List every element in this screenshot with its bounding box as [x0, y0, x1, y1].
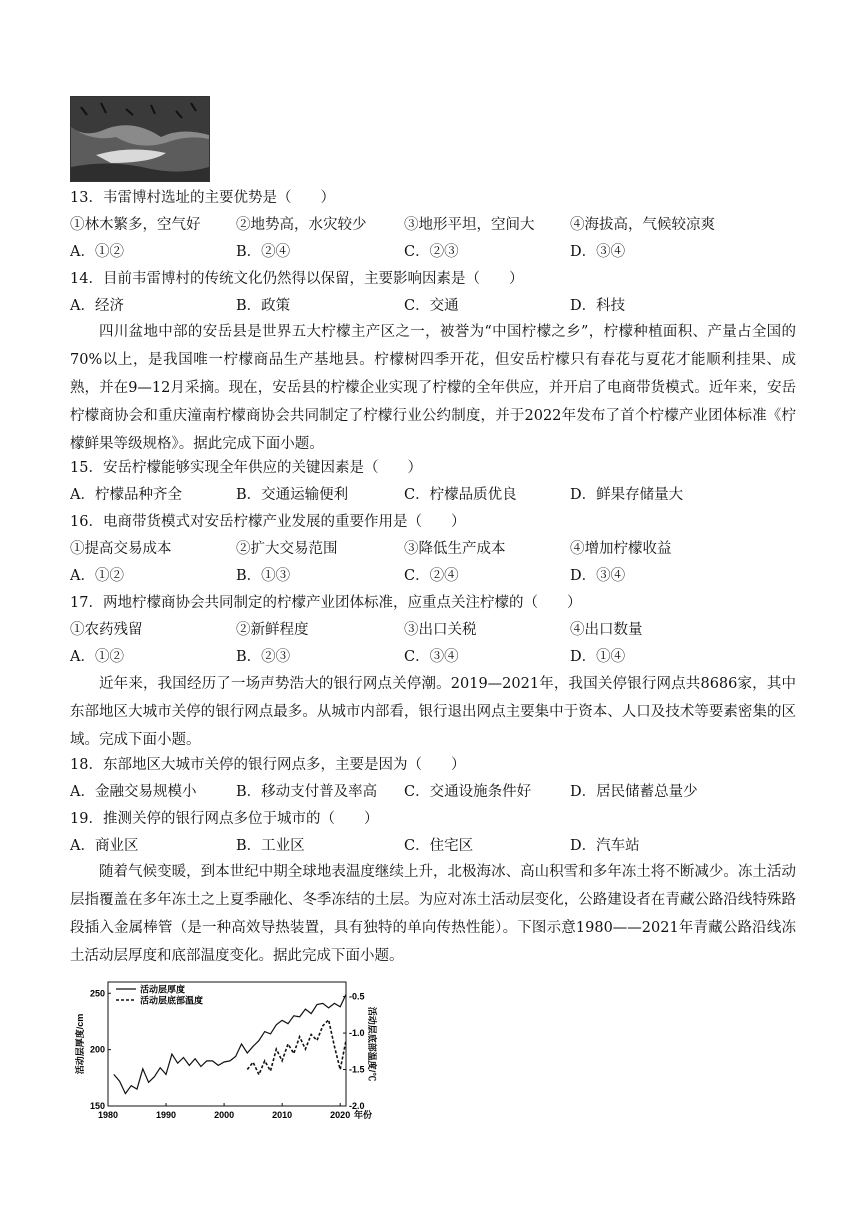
item: ②扩大交易范围: [236, 541, 338, 557]
village-photo: [70, 96, 210, 182]
legend-label-temperature: 活动层底部温度: [140, 995, 204, 1006]
y-tick-label-right: -1.0: [349, 1028, 365, 1039]
y-tick-label-left: 150: [89, 1101, 105, 1111]
y-tick-label-right: -1.5: [349, 1064, 365, 1075]
question-19-options: [70, 836, 790, 856]
question-15-options: [70, 485, 790, 505]
legend: [116, 984, 203, 1006]
question-13-stem: 13．韦雷博村选址的主要优势是（ ）: [70, 190, 335, 206]
question-14-options: [70, 296, 790, 316]
option-d: D．汽车站: [570, 838, 640, 854]
passage-permafrost: 随着气候变暖，到本世纪中期全球地表温度继续上升，北极海冰、高山积雪和多年冻土将不断减少。冻土活动层指覆盖在多年冻土之上夏季融化、冬季冻结的土层。为应对冻土活动层变化，公路建设者在青藏公路沿线特殊路段插入金属棒管（是一种高效导热装置，具有独特的单向传热性能）。下图示意1980——2021年青藏公路沿线冻土活动层厚度和底部温度变化。据此完成下面小题。: [70, 864, 796, 964]
option-b: B．交通运输便利: [236, 487, 349, 503]
option-a: A．经济: [70, 298, 124, 314]
option-d: D．科技: [570, 298, 626, 314]
option-a: A．①②: [70, 649, 124, 665]
x-tick-label: 2010: [272, 1110, 293, 1120]
option-a: A．①②: [70, 244, 124, 260]
question-16-options: [70, 566, 790, 586]
option-b: B．①③: [236, 568, 291, 584]
item: ④出口数量: [570, 622, 643, 638]
passage-lemon: 四川盆地中部的安岳县是世界五大柠檬主产区之一，被誉为“中国柠檬之乡”，柠檬种植面积、产量占全国的70%以上，是我国唯一柠檬商品生产基地县。柠檬树四季开花，但安岳柠檬只有春花与夏花才能顺利挂果、成熟，并在9—12月采摘。现在，安岳县的柠檬企业实现了柠檬的全年供应，并开启了电商带货模式。近年来，安岳柠檬商协会和重庆潼南柠檬商协会共同制定了柠檬行业公约制度，并于2022年发布了首个柠檬产业团体标准《柠檬鲜果等级规格》。据此完成下面小题。: [70, 324, 796, 452]
legend-label-thickness: 活动层厚度: [140, 984, 186, 995]
option-d: D．①④: [570, 649, 626, 665]
passage-bank: 近年来，我国经历了一场声势浩大的银行网点关停潮。2019—2021年，我国关停银行网点共8686家，其中东部地区大城市关停的银行网点最多。从城市内部看，银行退出网点主要集中于资本、人口及技术等要素密集的区域。完成下面小题。: [70, 676, 796, 748]
permafrost-chart-svg: [70, 976, 380, 1126]
question-19-stem: 19．推测关停的银行网点多位于城市的（ ）: [70, 811, 379, 827]
option-d: D．③④: [570, 568, 626, 584]
item: ③地形平坦，空间大: [404, 217, 535, 233]
option-c: C．住宅区: [404, 838, 474, 854]
item: ②地势高，水灾较少: [236, 217, 367, 233]
option-c: C．交通: [404, 298, 459, 314]
option-c: C．③④: [404, 649, 459, 665]
item: ③降低生产成本: [404, 541, 506, 557]
item: ①农药残留: [70, 622, 143, 638]
option-d: D．③④: [570, 244, 626, 260]
y-axis-label-right: 活动层底部温度/℃: [367, 1006, 377, 1082]
item: ④海拔高，气候较凉爽: [570, 217, 715, 233]
series-line-temperature: [247, 1020, 346, 1075]
option-b: B．②③: [236, 649, 291, 665]
series-line-thickness: [114, 994, 346, 1093]
permafrost-chart: [70, 976, 380, 1126]
question-15-stem: 15．安岳柠檬能够实现全年供应的关键因素是（ ）: [70, 460, 422, 476]
question-13-options: [70, 242, 790, 262]
x-tick-label: 2020: [330, 1110, 351, 1120]
y-axis-label-left: 活动层厚度/cm: [75, 1013, 85, 1075]
option-a: A．商业区: [70, 838, 139, 854]
item: ①提高交易成本: [70, 541, 172, 557]
x-axis-label: 年份: [354, 1110, 373, 1120]
item: ②新鲜程度: [236, 622, 309, 638]
question-13-items: [70, 215, 790, 235]
y-tick-label-left: 200: [89, 1044, 105, 1055]
item: ③出口关税: [404, 622, 477, 638]
item: ①林木繁多，空气好: [70, 217, 201, 233]
option-c: C．②④: [404, 568, 459, 584]
question-17-options: [70, 647, 790, 667]
question-16-stem: 16．电商带货模式对安岳柠檬产业发展的重要作用是（ ）: [70, 514, 466, 530]
option-b: B．工业区: [236, 838, 305, 854]
question-17-items: [70, 620, 790, 640]
y-tick-label-right: -0.5: [349, 991, 365, 1002]
option-a: A．金融交易规模小: [70, 784, 197, 800]
question-14-stem: 14．目前韦雷博村的传统文化仍然得以保留，主要影响因素是（ ）: [70, 271, 524, 287]
option-d: D．居民储蓄总量少: [570, 784, 698, 800]
question-17-stem: 17．两地柠檬商协会共同制定的柠檬产业团体标准，应重点关注柠檬的（ ）: [70, 595, 582, 611]
option-c: C．柠檬品质优良: [404, 487, 517, 503]
question-18-stem: 18．东部地区大城市关停的银行网点多，主要是因为（ ）: [70, 757, 466, 773]
option-d: D．鲜果存储量大: [570, 487, 684, 503]
option-c: C．交通设施条件好: [404, 784, 532, 800]
item: ④增加柠檬收益: [570, 541, 672, 557]
question-18-options: [70, 782, 790, 802]
option-b: B．②④: [236, 244, 291, 260]
option-a: A．柠檬品种齐全: [70, 487, 182, 503]
question-16-items: [70, 539, 790, 559]
option-b: B．政策: [236, 298, 291, 314]
option-c: C．②③: [404, 244, 459, 260]
x-tick-label: 1980: [97, 1110, 119, 1120]
x-tick-label: 2000: [214, 1110, 235, 1120]
y-tick-label-right: -2.0: [349, 1101, 365, 1111]
option-b: B．移动支付普及率高: [236, 784, 378, 800]
y-tick-label-left: 250: [89, 988, 105, 999]
option-a: A．①②: [70, 568, 124, 584]
x-tick-label: 1990: [156, 1110, 177, 1120]
